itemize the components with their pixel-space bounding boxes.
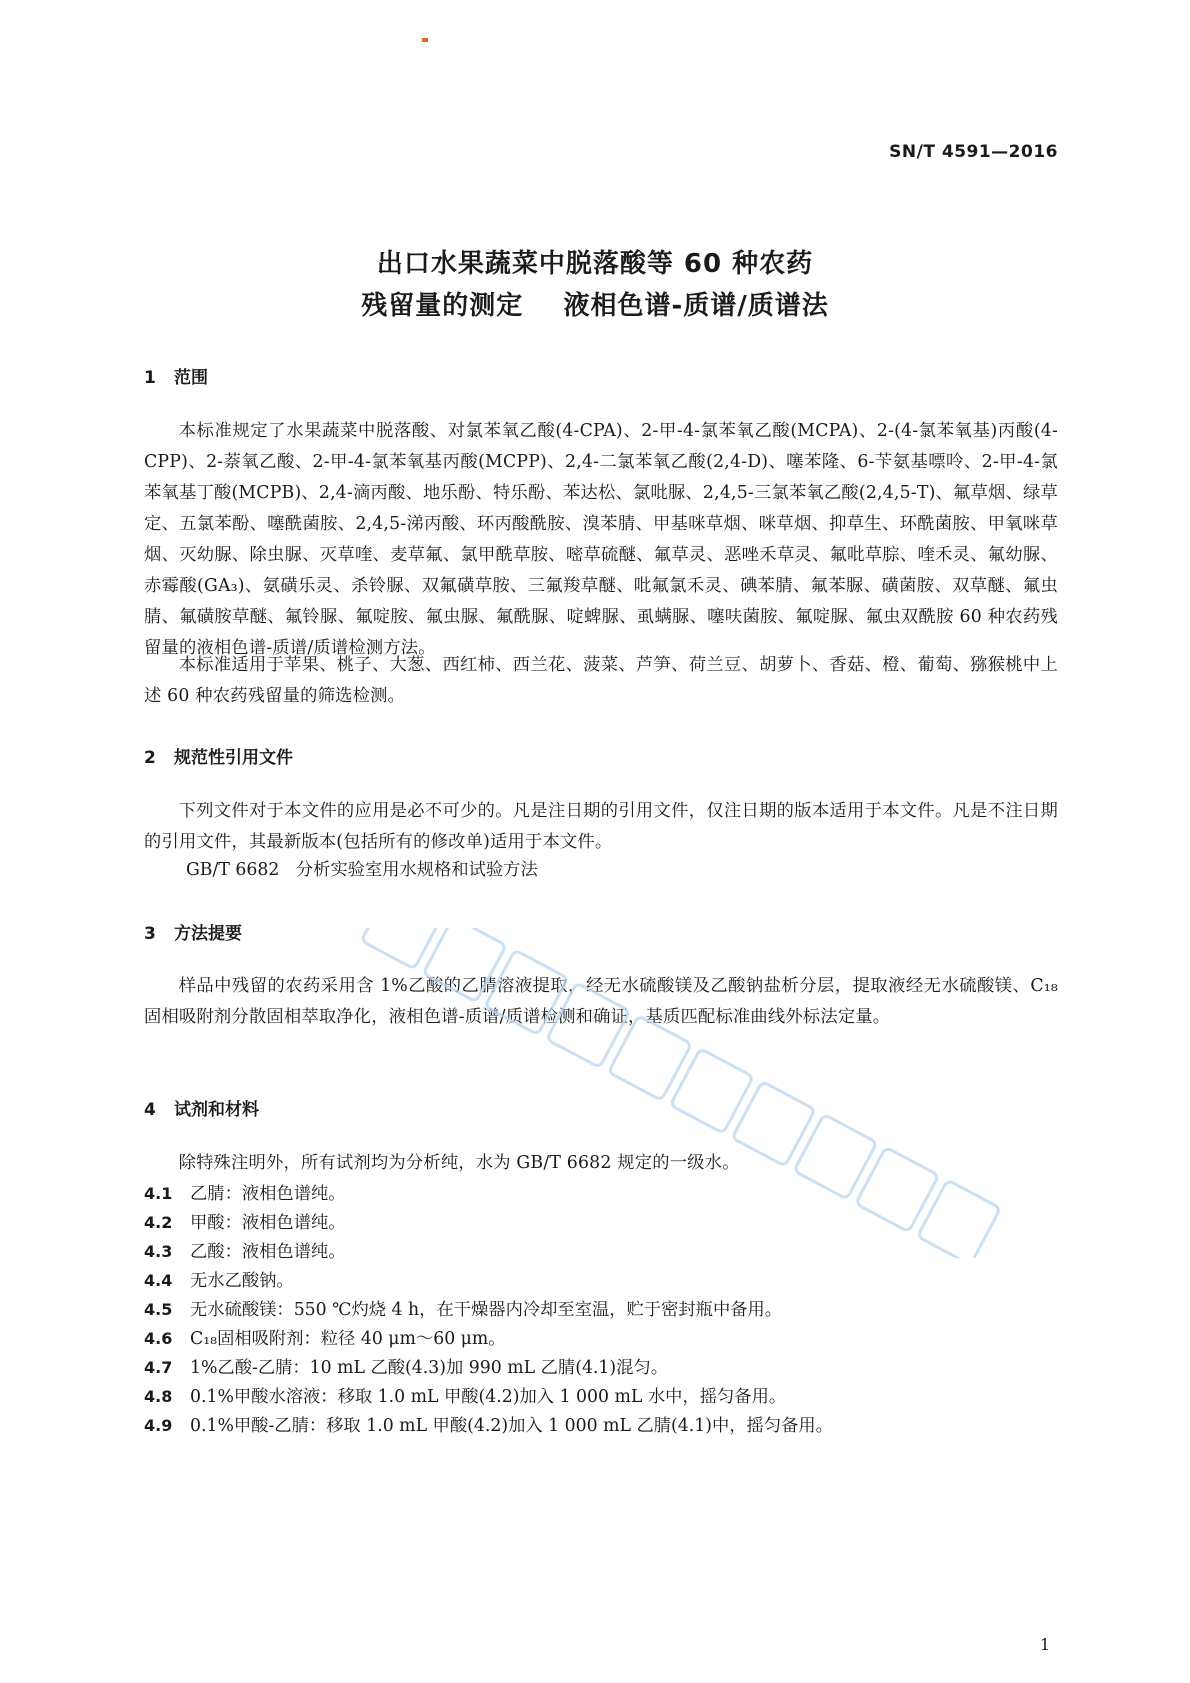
section-title: 试剂和材料 [174,1100,259,1120]
item-number: 4.9 [144,1416,173,1435]
list-item [144,1294,782,1326]
section-3-paragraph: 样品中残留的农药采用含 1%乙酸的乙腈溶液提取，经无水硫酸镁及乙酸钠盐析分层，提取液经无水硫酸镁、C₁₈固相吸附剂分散固相萃取净化，液相色谱-质谱/质谱检测和确证，基质匹配标准曲线外标法定量。 [144,976,1058,1027]
section-1-paragraph-2: 本标准适用于苹果、桃子、大葱、西红柿、西兰花、菠菜、芦笋、荷兰豆、胡萝卜、香菇、橙、葡萄、猕猴桃中上述 60 种农药残留量的筛选检测。 [144,655,1058,706]
list-item [144,1207,346,1239]
item-number: 4.1 [144,1184,173,1203]
orange-mark [422,38,428,42]
section-number: 4 [144,1100,156,1120]
item-text: 0.1%甲酸水溶液：移取 1.0 mL 甲酸(4.2)加入 1 000 mL 水中，摇匀备用。 [190,1387,787,1407]
item-number: 4.2 [144,1213,173,1232]
item-number: 4.6 [144,1329,173,1348]
list-item [144,1352,668,1384]
section-title: 规范性引用文件 [174,748,293,768]
section-title: 范围 [174,368,208,388]
item-text: 0.1%甲酸-乙腈：移取 1.0 mL 甲酸(4.2)加入 1 000 mL 乙腈(4.1)中，摇匀备用。 [190,1416,833,1436]
section-3-heading [144,919,242,944]
page-number: 1 [1039,1635,1050,1654]
item-number: 4.3 [144,1242,173,1261]
item-text: 无水乙酸钠。 [190,1271,294,1291]
section-1-heading [144,363,208,388]
item-text: 乙腈：液相色谱纯。 [190,1184,346,1204]
item-text: C₁₈固相吸附剂：粒径 40 μm～60 μm。 [190,1329,506,1349]
section-number: 2 [144,748,156,768]
list-item [144,1178,346,1210]
item-text: 无水硫酸镁：550 ℃灼烧 4 h，在干燥器内冷却至室温，贮于密封瓶中备用。 [190,1300,783,1320]
list-item [144,1236,346,1268]
item-text: 甲酸：液相色谱纯。 [190,1213,346,1233]
title-line-1: 出口水果蔬菜中脱落酸等 60 种农药 [376,249,814,279]
section-4-heading [144,1095,259,1120]
section-2-paragraph: 下列文件对于本文件的应用是必不可少的。凡是注日期的引用文件，仅注日期的版本适用于本文件。凡是不注日期的引用文件，其最新版本(包括所有的修改单)适用于本文件。 [144,801,1058,852]
section-title: 方法提要 [174,924,242,944]
section-1-paragraph-1: 本标准规定了水果蔬菜中脱落酸、对氯苯氧乙酸(4-CPA)、2-甲-4-氯苯氧乙酸(MCPA)、2-(4-氯苯氧基)丙酸(4-CPP)、2-萘氧乙酸、2-甲-4-氯苯氧基丙酸(MCPP)、2,4-二氯苯氧乙酸(2,4-D)、噻苯隆、6-苄氨基嘌呤、2-甲-4-氯苯氧基丁酸(MCPB)、2,4-滴丙酸、地乐酚、特乐酚、苯达松、氯吡脲、2,4,5-三氯苯氧乙酸(2,4,5-T)、氟草烟、绿草定、五氯苯酚、噻酰菌胺、2,4,5-涕丙酸、环丙酸酰胺、溴苯腈、甲基咪草烟、咪草烟、抑草生、环酰菌胺、甲氧咪草烟、灭幼脲、除虫脲、灭草喹、麦草氟、氯甲酰草胺、嘧草硫醚、氟草灵、恶唑禾草灵、氟吡草腙、喹禾灵、氟幼脲、赤霉酸(GA₃)、氨磺乐灵、杀铃脲、双氟磺草胺、三氟羧草醚、吡氟氯禾灵、碘苯腈、氟苯脲、磺菌胺、双草醚、氟虫腈、氟磺胺草醚、氟铃脲、氟啶胺、氟虫脲、氟酰脲、啶蜱脲、虱螨脲、噻呋菌胺、氟啶脲、氟虫双酰胺 60 种农药残留量的液相色谱-质谱/质谱检测方法。 [144,421,1058,658]
item-number: 4.7 [144,1358,173,1377]
section-number: 3 [144,924,156,944]
document-code: SN/T 4591—2016 [889,142,1058,162]
list-item [144,1265,294,1297]
normative-reference: GB/T 6682 分析实验室用水规格和试验方法 [186,860,538,880]
list-item [144,1381,786,1413]
title-line-2: 残留量的测定 液相色谱-质谱/质谱法 [361,291,829,321]
section-4-intro: 除特殊注明外，所有试剂均为分析纯，水为 GB/T 6682 规定的一级水。 [178,1153,740,1173]
item-text: 1%乙酸-乙腈：10 mL 乙酸(4.3)加 990 mL 乙腈(4.1)混匀。 [190,1358,669,1378]
item-number: 4.5 [144,1300,173,1319]
list-item [144,1410,833,1442]
document-title [0,243,1190,327]
item-number: 4.4 [144,1271,173,1290]
section-number: 1 [144,368,156,388]
item-text: 乙酸：液相色谱纯。 [190,1242,346,1262]
item-number: 4.8 [144,1387,173,1406]
list-item [144,1323,506,1355]
section-2-heading [144,743,293,768]
